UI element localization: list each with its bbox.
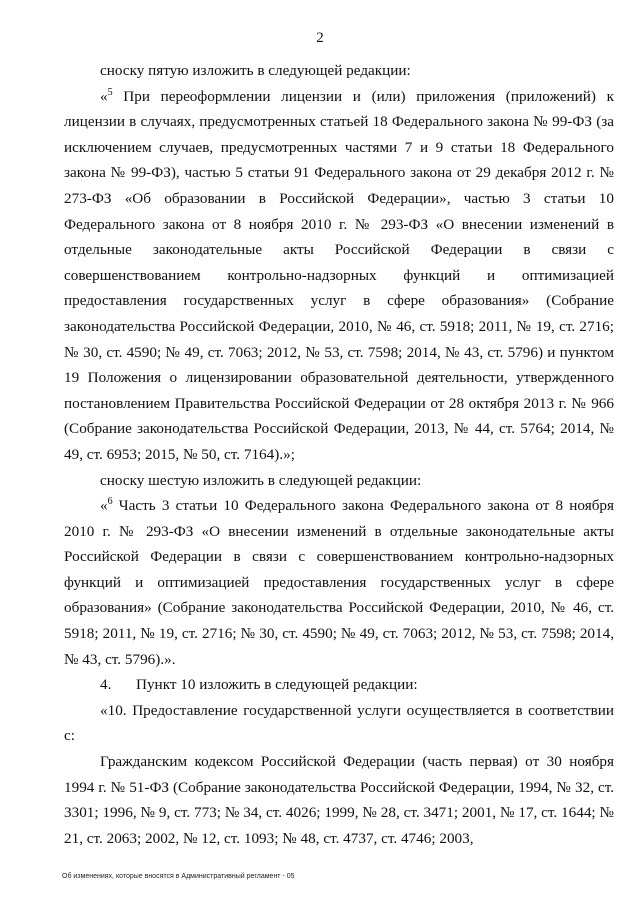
paragraph-footnote-5-intro: [64, 58, 614, 84]
paragraph-text: «10. Предоставление государственной услуги осуществляется в соответствии с:: [64, 701, 614, 745]
footnote-marker: 6: [107, 496, 113, 508]
paragraph-footnote-5: [64, 84, 614, 468]
paragraph-text: Пункт 10 изложить в следующей редакции:: [136, 676, 418, 694]
paragraph-text: сноску пятую изложить в следующей редакции:: [100, 62, 411, 79]
footnote-marker: 5: [107, 86, 113, 98]
paragraph-text: Гражданским кодексом Российской Федерации (часть первая) от 30 ноября 1994 г. № 51-ФЗ (Собрание законодательства Российской Федерации, 1994, № 32, ст. 3301; 1996, № 9, ст. 773; № 34, ст. 4026; 1999, № 28, ст. 3471; 2001, № 17, ст. 1644; № 21, ст. 2063; 2002, № 12, ст. 1093; № 48, ст. 4737, ст. 4746; 2003,: [64, 753, 614, 847]
quote-mark: «: [100, 87, 108, 105]
paragraph-footnote-6: [64, 493, 614, 672]
page-number: 2: [316, 30, 324, 46]
document-body: [64, 58, 614, 851]
paragraph-text: сноску шестую изложить в следующей редакции:: [100, 471, 422, 489]
paragraph-footnote-6-intro: [64, 468, 614, 494]
paragraph-point-10: [64, 698, 614, 749]
paragraph-text: При переоформлении лицензии и (или) приложения (приложений) к лицензии в случаях, предусмотренных статьей 18 Федерального закона № 99-ФЗ (за исключением случаев, предусмотренных частями 7 и 9 статьи 18 Федерального закона № 99-ФЗ), частью 5 статьи 91 Федерального закона от 29 декабря 2012 г. № 273-ФЗ «Об образовании в Российской Федерации», частью 3 статьи 10 Федерального закона от 8 ноября 2010 г. № 293-ФЗ «О внесении изменений в отдельные законодательные акты Российской Федерации в связи с совершенствованием контрольно-надзорных функций и оптимизацией предоставления государственных услуг в сфере образования» (Собрание законодательства Российской Федерации, 2010, № 46, ст. 5918; 2011, № 19, ст. 2716; № 30, ст. 4590; № 49, ст. 7063; 2012, № 53, ст. 7598; 2014, № 43, ст. 5796) и пунктом 19 Положения о лицензировании образовательной деятельности, утвержденного постановлением Правительства Российской Федерации от 28 октября 2013 г. № 966 (Собрание законодательства Российской Федерации, 2013, № 44, ст. 5764; 2014, № 49, ст. 6953; 2015, № 50, ст. 7164).»;: [64, 87, 614, 463]
paragraph-text: Часть 3 статьи 10 Федерального закона Федерального закона от 8 ноября 2010 г. № 293-ФЗ «О внесении изменений в отдельные законодательные акты Российской Федерации в связи с совершенствованием контрольно-надзорных функций и оптимизацией предоставления государственных услуг в сфере образования» (Собрание законодательства Российской Федерации, 2010, № 46, ст. 5918; 2011, № 19, ст. 2716; № 30, ст. 4590; № 49, ст. 7063; 2012, № 53, ст. 7598; 2014, № 43, ст. 5796).».: [64, 497, 614, 668]
item-number: 4.: [100, 676, 112, 694]
paragraph-civil-code: [64, 749, 614, 851]
page-footer: Об изменениях, которые вносятся в Административный регламент - 05: [62, 873, 295, 880]
paragraph-item-4: [64, 672, 614, 698]
quote-mark: «: [100, 497, 108, 515]
